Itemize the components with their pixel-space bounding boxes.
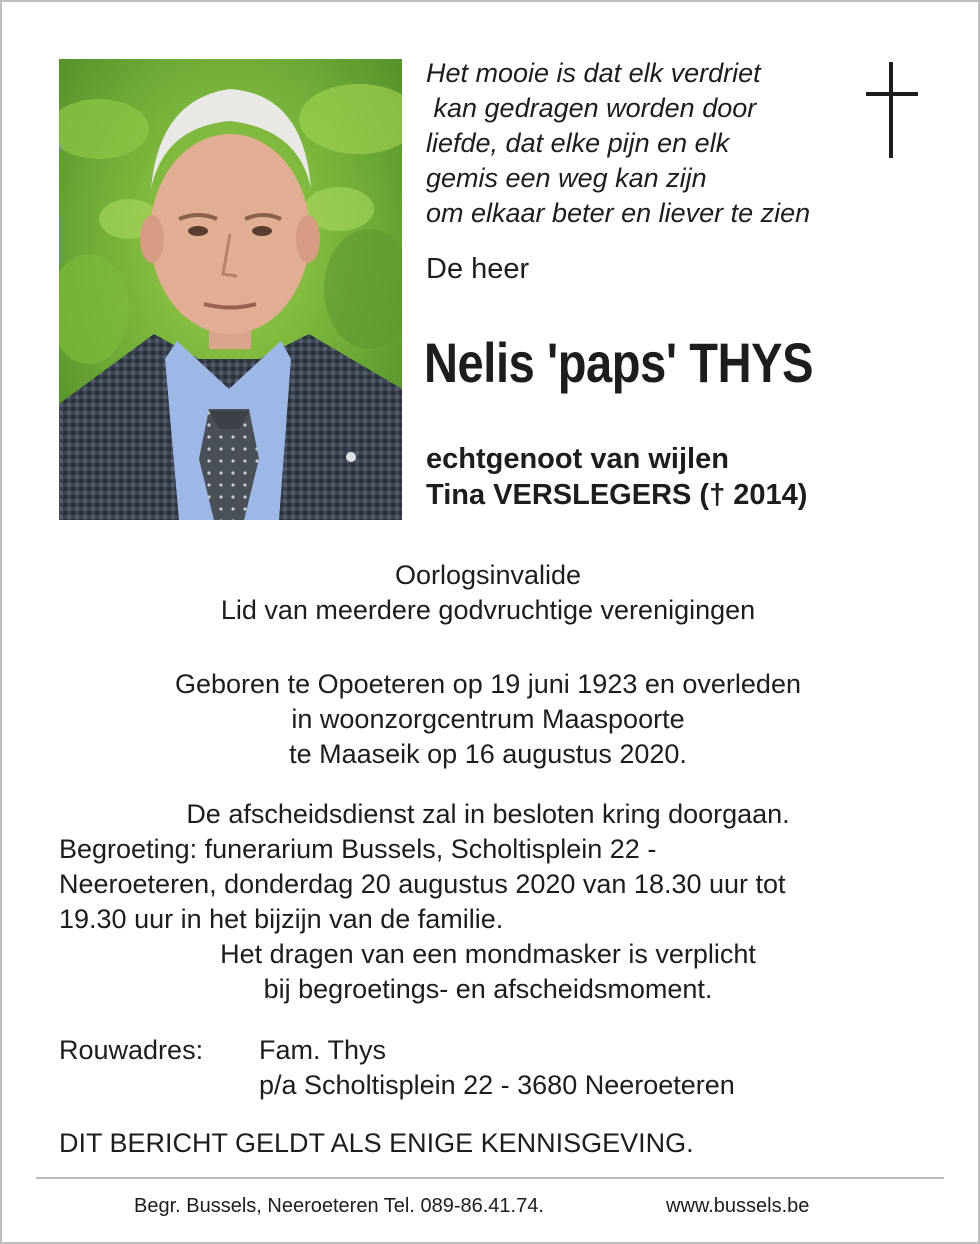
mask-line: bij begroetings- en afscheidsmoment.	[263, 974, 713, 1004]
greeting-line: Neeroeteren, donderdag 20 augustus 2020 van 18.30 uur tot	[59, 869, 786, 899]
footer-contact: Begr. Bussels, Neeroeteren Tel. 089-86.41.74.	[134, 1195, 544, 1217]
poem-line: om elkaar beter en liever te zien	[426, 198, 811, 228]
poem-line: Het mooie is dat elk verdriet	[426, 58, 761, 88]
cross-icon	[862, 62, 922, 160]
details-block	[0, 558, 976, 628]
greeting-block	[59, 832, 786, 937]
spouse-line: Tina VERSLEGERS († 2014)	[426, 479, 808, 511]
greeting-line: 19.30 uur in het bijzijn van de familie.	[59, 904, 504, 934]
footer-website-link[interactable]: www.bussels.be	[666, 1195, 810, 1217]
address-line: p/a Scholtisplein 22 - 3680 Neeroeteren	[259, 1070, 735, 1100]
address-line: Fam. Thys	[259, 1035, 387, 1065]
mask-line: Het dragen van een mondmasker is verplicht	[220, 939, 756, 969]
footer-divider	[36, 1177, 944, 1179]
portrait-photo	[59, 59, 402, 520]
poem-line: kan gedragen worden door	[426, 93, 757, 123]
address-label: Rouwadres:	[59, 1035, 204, 1065]
life-line: te Maaseik op 16 augustus 2020.	[289, 739, 687, 769]
spouse-line: echtgenoot van wijlen	[426, 443, 729, 475]
deceased-name: Nelis 'paps' THYS	[424, 331, 814, 394]
life-line: in woonzorgcentrum Maaspoorte	[291, 704, 685, 734]
funeral-service: De afscheidsdienst zal in besloten kring doorgaan.	[186, 799, 790, 829]
poem-line: gemis een weg kan zijn	[426, 163, 707, 193]
mask-block	[0, 937, 976, 1007]
details-membership: Lid van meerdere godvruchtige verenigingen	[220, 595, 756, 625]
memorial-poem	[426, 56, 866, 231]
life-dates-block	[0, 667, 976, 772]
poem-line: liefde, dat elke pijn en elk	[426, 128, 730, 158]
greeting-line: Begroeting: funerarium Bussels, Scholtisplein 22 -	[59, 834, 657, 864]
life-line: Geboren te Opoeteren op 19 juni 1923 en overleden	[175, 669, 801, 699]
details-title: Oorlogsinvalide	[394, 560, 582, 590]
official-notice: DIT BERICHT GELDT ALS ENIGE KENNISGEVING.	[59, 1128, 694, 1158]
address-lines	[259, 1033, 735, 1103]
honorific: De heer	[426, 253, 530, 285]
spouse-info	[426, 441, 807, 513]
